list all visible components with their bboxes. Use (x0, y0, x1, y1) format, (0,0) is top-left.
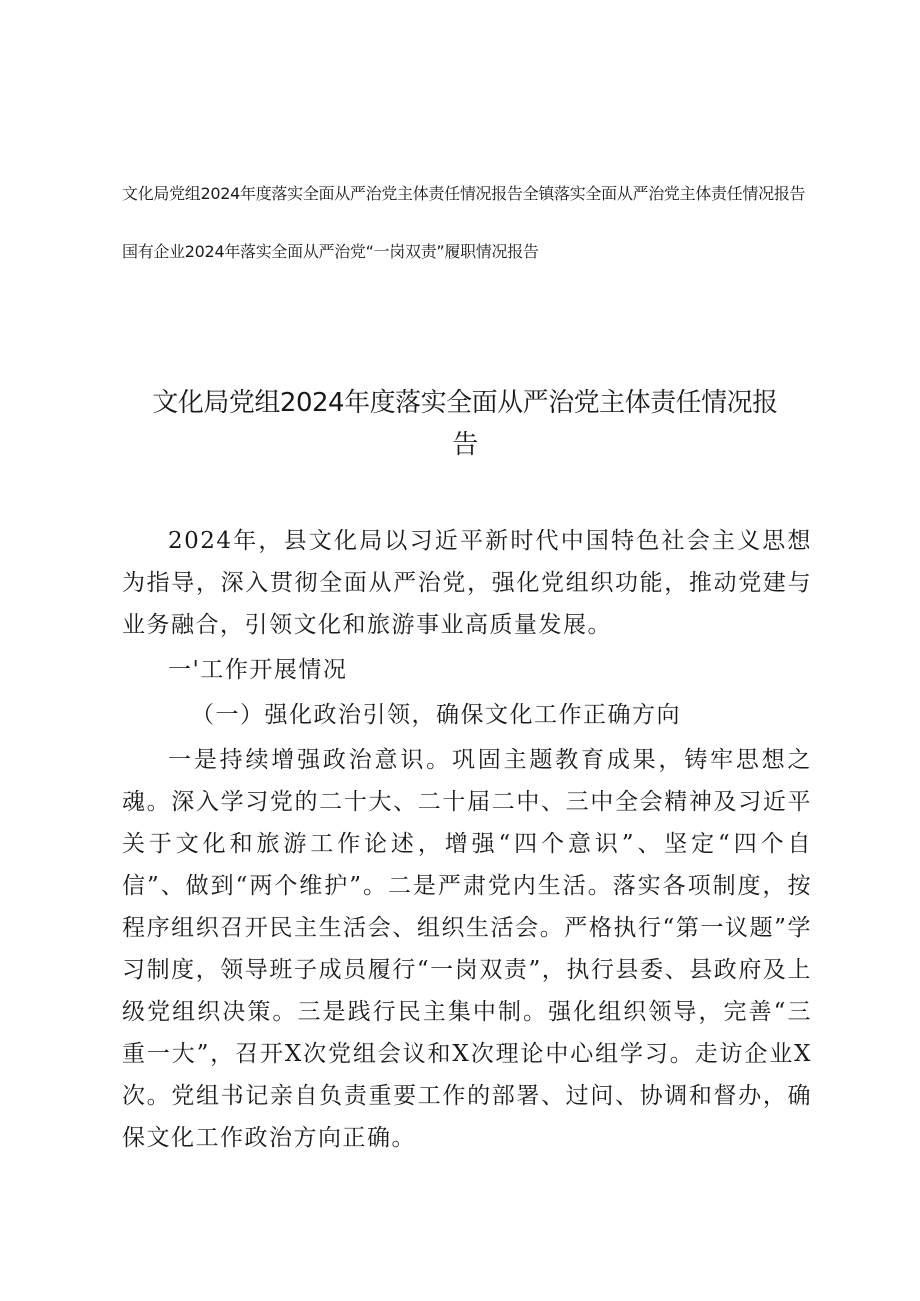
intro-paragraph: 2024年，县文化局以习近平新时代中国特色社会主义思想为指导，深入贯彻全面从严治党，强化党组织功能，推动党建与业务融合，引领文化和旅游事业高质量发展。 (122, 528, 812, 638)
toc-item-culture-bureau-report[interactable]: 文化局党组2024年度落实全面从严治党主体责任情况报告全镇落实全面从严治党主体责任情况报告 (122, 184, 806, 203)
section-heading: 一'工作开展情况 (168, 657, 348, 683)
document-body (122, 520, 812, 1159)
subsection-paragraph: 一是持续增强政治意识。巩固主题教育成果，铸牢思想之魂。深入学习党的二十大、二十届二中、三中全会精神及习近平关于文化和旅游工作论述，增强“四个意识”、坚定“四个自信”、做到“两个维护”。二是严肃党内生活。落实各项制度，按程序组织召开民主生活会、组织生活会。严格执行“第一议题”学习制度，领导班子成员履行“一岗双责”，执行县委、县政府及上级党组织决策。三是践行民主集中制。强化组织领导，完善“三重一大”，召开X次党组会议和X次理论中心组学习。走访企业X次。党组书记亲自负责重要工作的部署、过问、协调和督办，确保文化工作政治方向正确。 (122, 747, 812, 1151)
toc-item-state-enterprise-report[interactable]: 国有企业2024年落实全面从严治党“一岗双责”履职情况报告 (122, 242, 539, 261)
subsection-heading: （一）强化政治引领，确保文化工作正确方向 (191, 702, 681, 728)
document-title: 文化局党组2024年度落实全面从严治党主体责任情况报告 (152, 388, 778, 460)
table-of-contents (122, 180, 822, 296)
